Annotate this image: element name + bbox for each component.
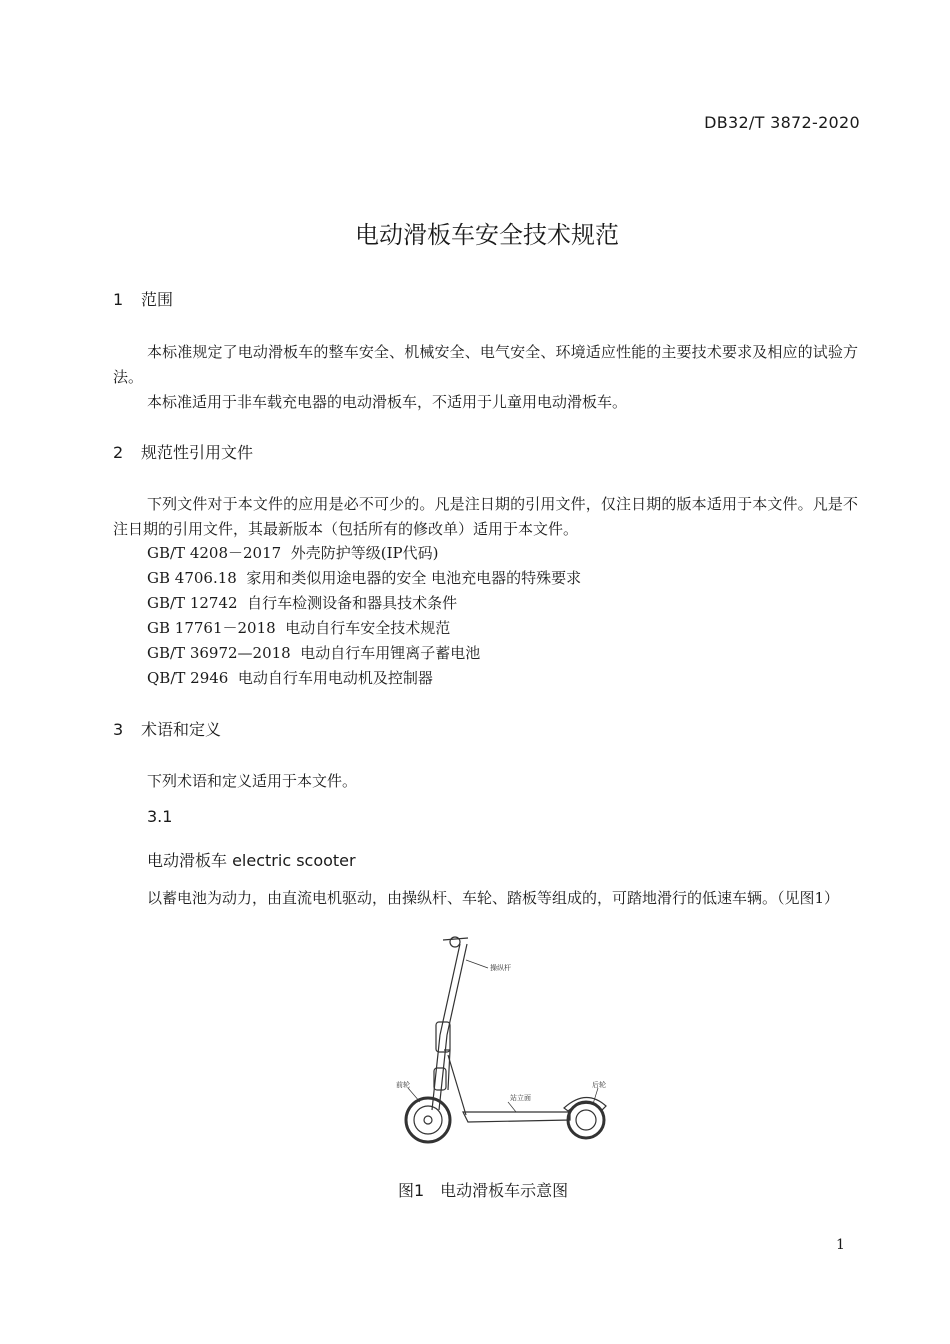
steering-stem	[440, 944, 467, 1035]
section-1-paragraph-1: 本标准规定了电动滑板车的整车安全、机械安全、电气安全、环境适应性能的主要技术要求及相应的试验方法。	[113, 343, 858, 386]
scooter-figure	[388, 930, 628, 1154]
scooter-drawing	[388, 930, 628, 1150]
term-definition: 以蓄电池为动力，由直流电机驱动，由操纵杆、车轮、踏板等组成的，可踏地滑行的低速车辆。（见图1）	[147, 889, 840, 907]
section-3-title: 术语和定义	[141, 720, 222, 739]
reference-item: GB/T 4208－2017 外壳防护等级(IP代码)	[147, 544, 439, 562]
label-deck: 站立面	[510, 1094, 531, 1102]
handlebar	[443, 938, 468, 940]
reference-item: GB/T 36972—2018 电动自行车用锂离子蓄电池	[147, 644, 481, 662]
section-1-heading	[113, 287, 173, 310]
reference-item: GB 17761－2018 电动自行车安全技术规范	[147, 619, 451, 637]
figure-caption: 图1 电动滑板车示意图	[398, 1181, 569, 1200]
section-1-title: 范围	[141, 290, 174, 309]
section-2-intro: 下列文件对于本文件的应用是必不可少的。凡是注日期的引用文件，仅注日期的版本适用于本文件。凡是不注日期的引用文件，其最新版本（包括所有的修改单）适用于本文件。	[113, 495, 858, 538]
reference-item: GB 4706.18 家用和类似用途电器的安全 电池充电器的特殊要求	[147, 569, 582, 587]
section-3-heading	[113, 717, 221, 740]
label-handlebar: 操纵杆	[490, 964, 511, 972]
section-2-heading	[113, 440, 253, 463]
front-wheel	[406, 1098, 450, 1142]
standard-code: DB32/T 3872-2020	[704, 113, 860, 132]
term-number: 3.1	[147, 807, 173, 826]
section-2-number: 2	[113, 443, 124, 462]
reference-item: QB/T 2946 电动自行车用电动机及控制器	[147, 669, 433, 687]
section-3-number: 3	[113, 720, 124, 739]
term-title: 电动滑板车 electric scooter	[147, 851, 356, 870]
label-rear-wheel: 后轮	[592, 1081, 606, 1089]
section-3-intro: 下列术语和定义适用于本文件。	[147, 772, 358, 790]
document-title: 电动滑板车安全技术规范	[355, 221, 619, 249]
section-1-paragraph-2: 本标准适用于非车载充电器的电动滑板车，不适用于儿童用电动滑板车。	[147, 393, 628, 411]
section-2-title: 规范性引用文件	[141, 443, 254, 462]
section-1-number: 1	[113, 290, 124, 309]
page-number: 1	[836, 1237, 845, 1253]
label-front-wheel: 前轮	[396, 1081, 410, 1089]
reference-item: GB/T 12742 自行车检测设备和器具技术条件	[147, 594, 458, 612]
deck	[463, 1112, 570, 1122]
